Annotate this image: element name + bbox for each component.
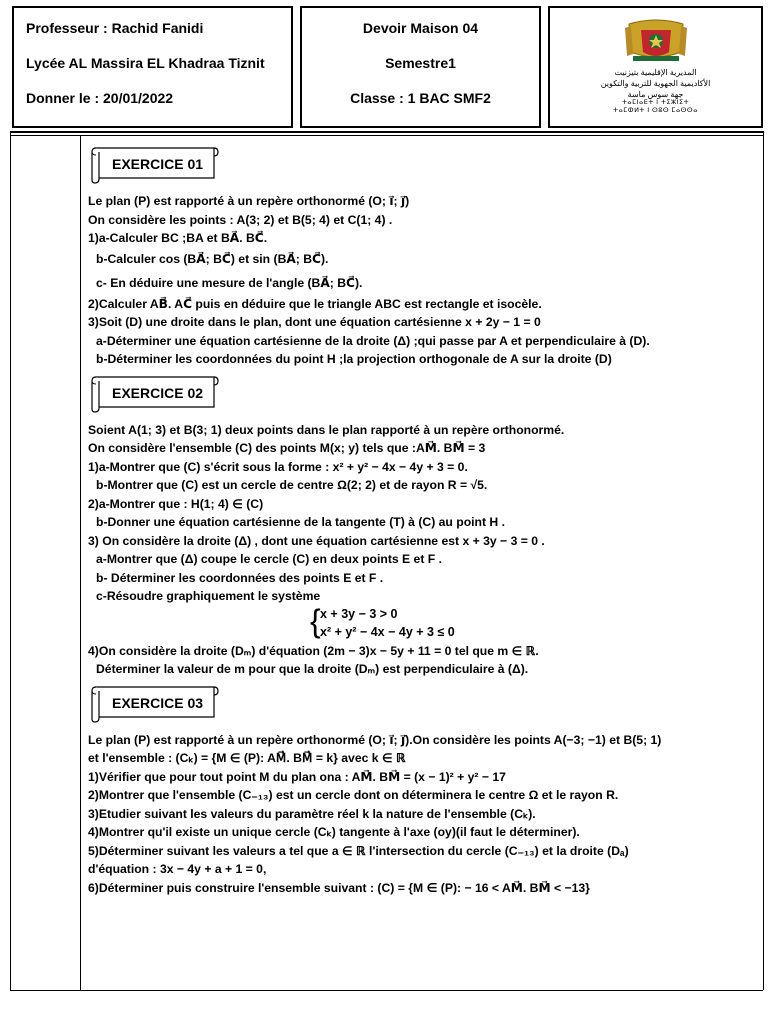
- margin-line: [80, 135, 81, 990]
- ex1-line: 1)a-Calculer BC ;BA et BA⃗. BC⃗.: [88, 231, 268, 245]
- frame-left-border: [10, 131, 11, 990]
- exercises-content: [88, 140, 756, 897]
- ex2-line: Déterminer la valeur de m pour que la droite (Dₘ) est perpendiculaire à (Δ).: [96, 662, 529, 676]
- exercise-1-banner: [90, 144, 222, 184]
- ex2-line: b-Montrer que (C) est un cercle de centre Ω(2; 2) et de rayon R = √5.: [96, 478, 488, 492]
- ex2-line: 4)On considère la droite (Dₘ) d'équation (2m − 3)x − 5y + 11 = 0 tel que m ∈ ℝ.: [88, 643, 539, 658]
- system-brace: {: [310, 602, 321, 639]
- inequality-system: [310, 602, 756, 642]
- class-label: Classe : 1 BAC SMF2: [350, 90, 491, 106]
- ex3-line: 5)Déterminer suivant les valeurs a tel que a ∈ ℝ l'intersection du cercle (C₋₁₃) et la droite (Dₐ): [88, 843, 629, 858]
- ex2-line: b- Déterminer les coordonnées des points E et F .: [96, 570, 384, 585]
- header-left-box: [12, 6, 293, 128]
- system-equation-1: x + 3y − 3 > 0: [320, 606, 398, 621]
- ex2-line: 2)a-Montrer que : H(1; 4) ∈ (C): [88, 496, 264, 511]
- teacher-name: Professeur : Rachid Fanidi: [26, 20, 204, 36]
- tifinagh-line-1: ⵜⴰⵎⵏⴰⴹⵜ ⵏ ⵜⵉⵣⵏⵉⵜ: [621, 99, 690, 106]
- ex1-line: 2)Calculer AB⃗. AC⃗ puis en déduire que le triangle ABC est rectangle et isocèle.: [88, 296, 542, 311]
- ex1-line: b-Calculer cos (BA⃗; BC⃗) et sin (BA⃗; BC⃗).: [96, 251, 329, 266]
- ex1-line: a-Déterminer une équation cartésienne de la droite (Δ) ;qui passe par A et perpendiculaire à (D).: [96, 333, 650, 348]
- ex3-line: 3)Etudier suivant les valeurs du paramètre réel k la nature de l'ensemble (Cₖ).: [88, 806, 536, 821]
- doc-title: Devoir Maison 04: [362, 20, 479, 36]
- ex2-line: 3) On considère la droite (Δ) , dont une équation cartésienne est x + 3y − 3 = 0 .: [88, 533, 545, 548]
- exercise-3-banner: [90, 683, 222, 723]
- coat-of-arms-icon: [621, 18, 691, 66]
- exercise-2-banner: [90, 373, 222, 413]
- arabic-line-1: المديرية الإقليمية بتيزنيت: [614, 68, 697, 77]
- header-middle-box: [300, 6, 541, 128]
- ex2-line: Soient A(1; 3) et B(3; 1) deux points dans le plan rapporté à un repère orthonormé.: [88, 422, 565, 437]
- ex1-line: Le plan (P) est rapporté à un repère orthonormé (O; i⃗; j⃗): [88, 194, 410, 208]
- ex3-line: 2)Montrer que l'ensemble (C₋₁₃) est un cercle dont on déterminera le centre Ω et le rayon R.: [88, 788, 619, 802]
- tifinagh-line-2: ⵜⴰⵎⵀⵍⵜ ⵏ ⵙⵓⵙ ⵎⴰⵙⵙⴰ: [613, 107, 698, 114]
- frame-top-thick: [10, 131, 763, 133]
- ex2-line: c-Résoudre graphiquement le système: [96, 589, 321, 603]
- ex2-line: b-Donner une équation cartésienne de la tangente (T) à (C) au point H .: [96, 515, 505, 529]
- frame-bottom: [10, 990, 763, 991]
- date: Donner le : 20/01/2022: [26, 90, 174, 106]
- ex1-line: 3)Soit (D) une droite dans le plan, dont une équation cartésienne x + 2y − 1 = 0: [88, 315, 541, 329]
- ex2-line: a-Montrer que (Δ) coupe le cercle (C) en deux points E et F .: [96, 552, 442, 566]
- header-right-box: [548, 6, 763, 128]
- arabic-line-2: الأكاديمية الجهوية للتربية والتكوين: [600, 79, 711, 88]
- frame-top-thin: [10, 135, 763, 136]
- ex3-line: d'équation : 3x − 4y + a + 1 = 0,: [88, 862, 267, 876]
- ex3-line: et l'ensemble : (Cₖ) = {M ∈ (P): AM⃗. BM⃗ = k} avec k ∈ ℝ: [88, 751, 406, 765]
- ex2-line: On considère l'ensemble (C) des points M(x; y) tels que :AM⃗. BM⃗ = 3: [88, 441, 486, 455]
- ex1-line: c- En déduire une mesure de l'angle (BA⃗; BC⃗).: [96, 275, 363, 290]
- ex3-line: 6)Déterminer puis construire l'ensemble suivant : (C) = {M ∈ (P): − 16 < AM⃗. BM⃗ < −13}: [88, 880, 590, 895]
- semester: Semestre1: [385, 55, 456, 71]
- ex1-line: On considère les points : A(3; 2) et B(5; 4) et C(1; 4) .: [88, 212, 393, 227]
- ex3-line: Le plan (P) est rapporté à un repère orthonormé (O; i⃗; j⃗).On considère les points A(−3; −1) et B(5; 1): [88, 732, 662, 747]
- frame-right-border: [763, 131, 764, 990]
- system-equation-2: x² + y² − 4x − 4y + 3 ≤ 0: [320, 624, 455, 639]
- ex1-line: b-Déterminer les coordonnées du point H ;la projection orthogonale de A sur la droite (D): [96, 352, 612, 366]
- exercise-3-title: EXERCICE 03: [112, 694, 204, 711]
- arabic-line-3: جهة سوس ماسة: [627, 90, 684, 99]
- school-name: Lycée AL Massira EL Khadraa Tiznit: [26, 55, 265, 71]
- ex2-line: 1)a-Montrer que (C) s'écrit sous la forme : x² + y² − 4x − 4y + 3 = 0.: [88, 459, 468, 474]
- ex3-line: 4)Montrer qu'il existe un unique cercle (Cₖ) tangente à l'axe (oy)(il faut le déterminer).: [88, 825, 580, 839]
- exercise-1-title: EXERCICE 01: [112, 156, 204, 172]
- exercise-2-title: EXERCICE 02: [112, 384, 204, 401]
- ex3-line: 1)Vérifier que pour tout point M du plan ona : AM⃗. BM⃗ = (x − 1)² + y² − 17: [88, 769, 506, 784]
